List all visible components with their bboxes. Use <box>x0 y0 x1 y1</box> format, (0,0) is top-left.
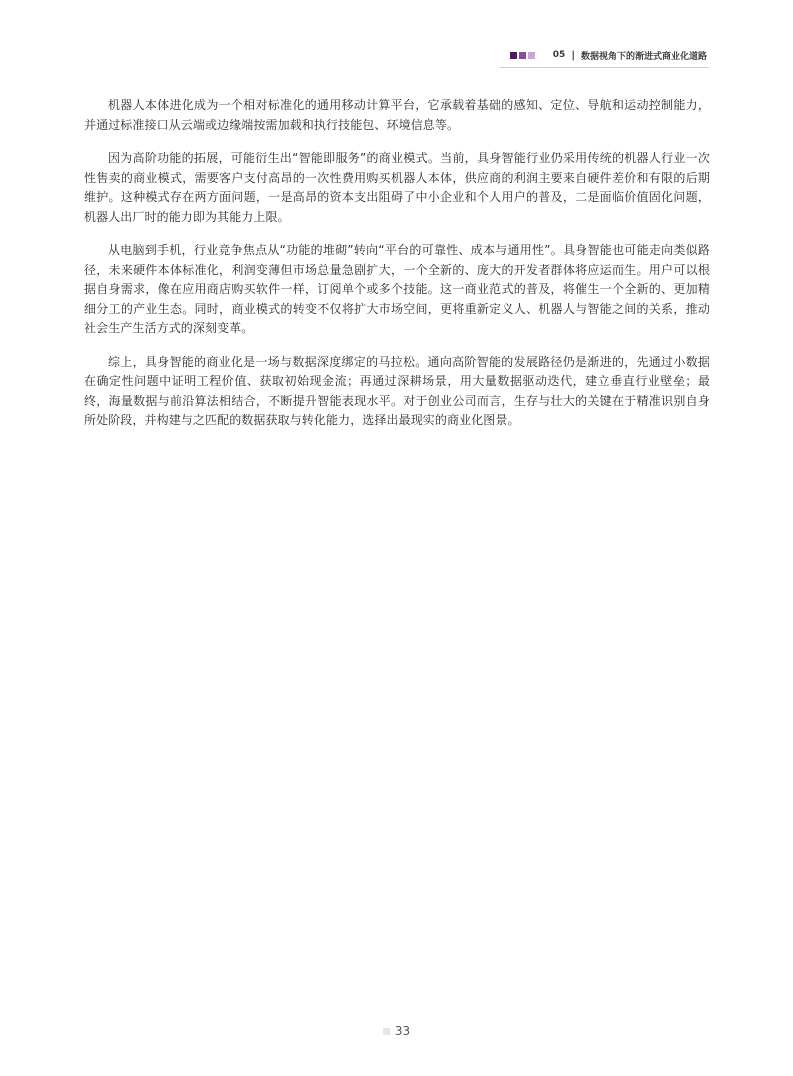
running-header <box>510 45 707 65</box>
accent-square-dark <box>510 52 517 59</box>
accent-square-medium <box>519 52 526 59</box>
section-title: 数据视角下的渐进式商业化道路 <box>580 51 707 62</box>
paragraph: 从电脑到手机，行业竞争焦点从“功能的堆砌”转向“平台的可靠性、成本与通用性”。具身智能也可能走向类似路径，未来硬件本体标准化，利润变薄但市场总量急剧扩大，一个全新的、庞大的开发者群体将应运而生。用户可以根据自身需求，像在应用商店购买软件一样，订阅单个或多个技能。这一商业范式的普及，将催生一个全新的、更加精细分工的产业生态。同时，商业模式的转变不仅将扩大市场空间，更将重新定义人、机器人与智能之间的关系，推动社会生产生活方式的深刻变革。 <box>84 243 710 335</box>
paragraph: 因为高阶功能的拓展，可能衍生出“智能即服务”的商业模式。当前，具身智能行业仍采用传统的机器人行业一次性售卖的商业模式，需要客户支付高昂的一次性费用购买机器人本体，供应商的利润主要来自硬件差价和有限的后期维护。这种模式存在两方面问题，一是高昂的资本支出阻碍了中小企业和个人用户的普及，二是面临价值固化问题，机器人出厂时的能力即为其能力上限。 <box>84 151 710 224</box>
section-number: 05 <box>552 50 566 60</box>
header-accent-squares <box>510 52 535 59</box>
page-number: 33 <box>394 1024 411 1038</box>
paragraph: 机器人本体进化成为一个相对标准化的通用移动计算平台，它承载着基础的感知、定位、导航和运动控制能力，并通过标准接口从云端或边缘端按需加载和执行技能包、环境信息等。 <box>84 98 710 132</box>
section-separator: | <box>571 49 575 61</box>
footer-mark <box>383 1028 390 1035</box>
header-divider <box>500 67 709 68</box>
body-text <box>84 96 710 445</box>
paragraph: 综上，具身智能的商业化是一场与数据深度绑定的马拉松。通向高阶智能的发展路径仍是渐进的，先通过小数据在确定性问题中证明工程价值、获取初始现金流；再通过深耕场景，用大量数据驱动迭代，建立垂直行业壁垒；最终，海量数据与前沿算法相结合，不断提升智能表现水平。对于创业公司而言，生存与壮大的关键在于精准识别自身所处阶段，并构建与之匹配的数据获取与转化能力，选择出最现实的商业化图景。 <box>84 354 710 427</box>
accent-square-light <box>528 52 535 59</box>
page-footer <box>0 1024 793 1038</box>
